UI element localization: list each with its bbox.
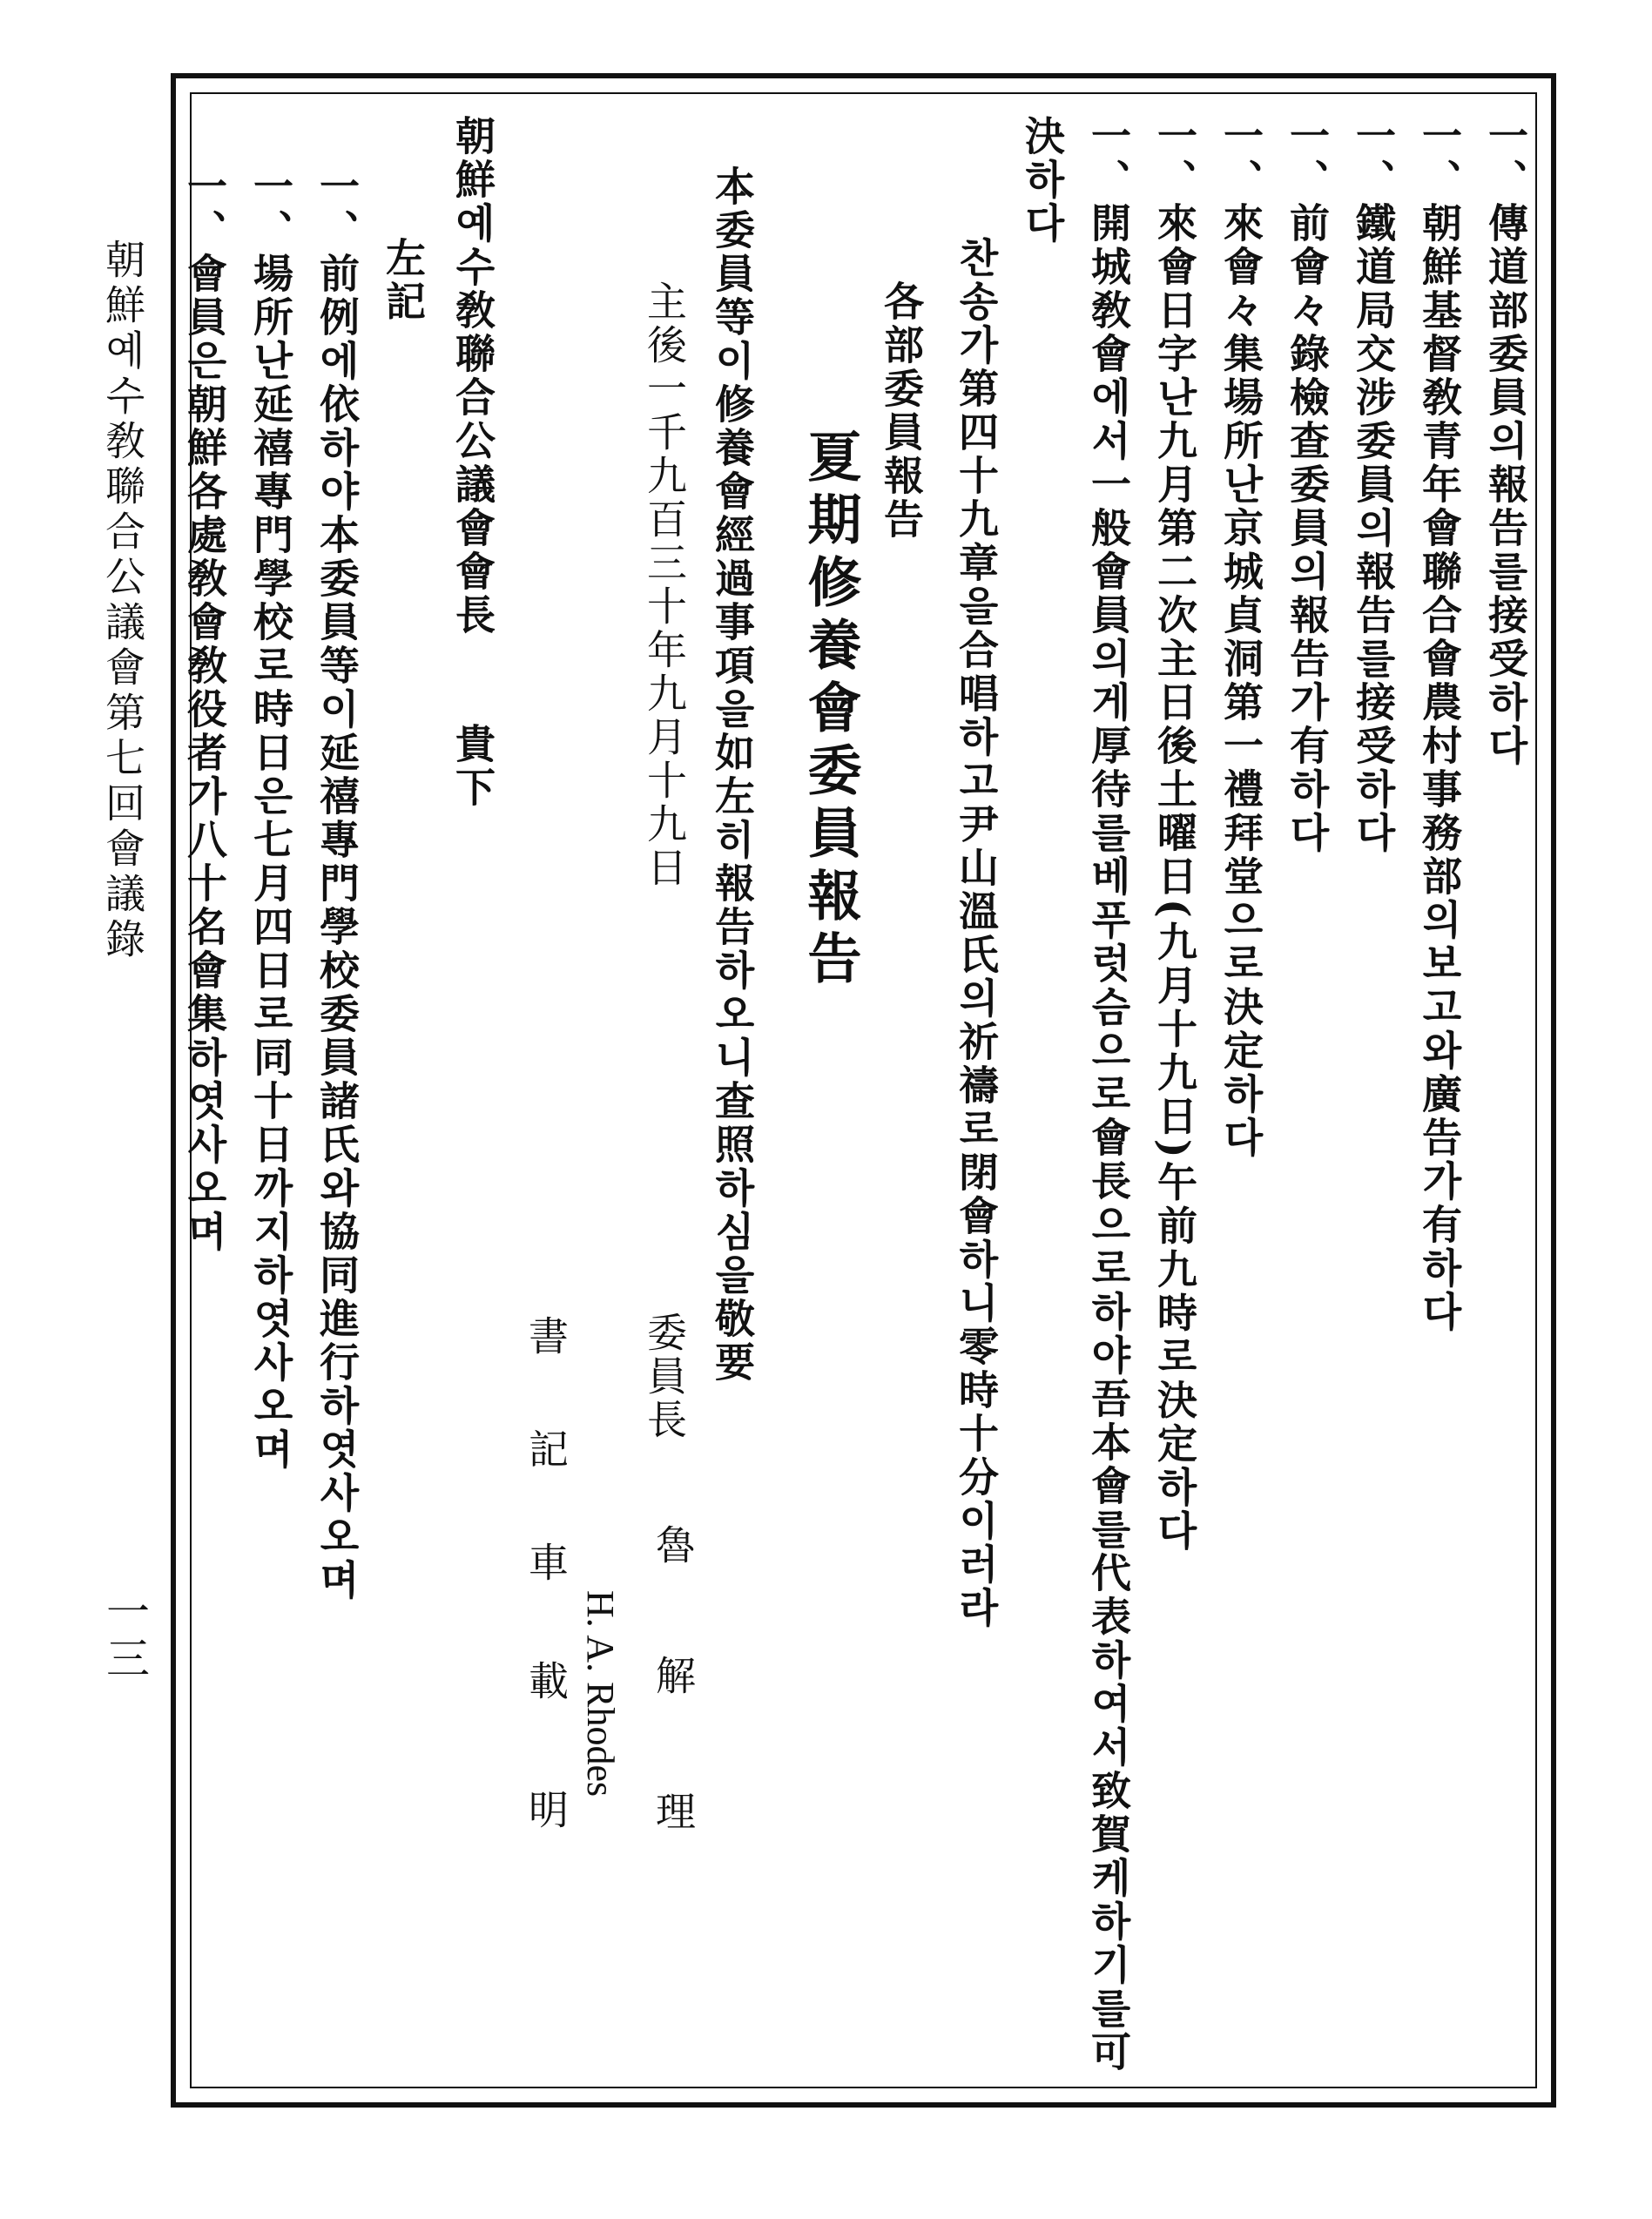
secretary-name-char-3: 載 (523, 1660, 570, 1700)
chair-name-char-2: 解 (650, 1655, 697, 1695)
minutes-line-6: 一、來會日字난九月第二次主日後土曜日(九月十九日)午前九時로決定하다 (1151, 115, 1198, 1554)
report-item-3: 一、會員은朝鮮各處敎會敎役者가八十名會集하엿사오며 (181, 165, 228, 1254)
chair-name-char-3: 理 (650, 1791, 697, 1831)
section-title: 夏期修養會委員報告 (799, 428, 862, 993)
minutes-line-9: 찬송가第四十九章을合唱하고尹山溫氏의祈禱로閉會하니零時十分이러라 (953, 237, 1000, 1630)
secretary-name-char-1: 記 (523, 1428, 570, 1468)
left-note-heading: 左記 (380, 237, 427, 324)
report-item-2: 一、場所난延禧專門學校로時日은七月四日로同十日까지하엿사오며 (247, 165, 294, 1472)
minutes-line-3: 一、鐵道局交涉委員의報告를接受하다 (1350, 115, 1397, 855)
page-border-inner (190, 92, 1537, 2088)
minutes-line-5: 一、來會々集場所난京城貞洞第一禮拜堂으로決定하다 (1217, 115, 1264, 1160)
reports-heading: 各部委員報告 (878, 280, 925, 542)
chair-title: 委員長 (641, 1312, 688, 1442)
secretary-name-char-2: 車 (523, 1541, 570, 1582)
chair-name-char-1: 魯 (650, 1524, 697, 1564)
secretary-name-char-4: 明 (523, 1789, 570, 1829)
secretary-title: 書 (523, 1315, 570, 1355)
report-body: 本委員等이修養會經過事項을如左히報告하오니查照하심을敬要 (709, 165, 756, 1385)
report-item-1: 一、前例에依하야本委員等이延禧專門學校委員諸氏와協同進行하엿사오며 (314, 165, 361, 1602)
minutes-line-2: 一、朝鮮基督敎青年會聯合會農村事務部의보고와廣告가有하다 (1416, 115, 1463, 1334)
running-title: 朝鮮예수敎聯合公議會第七回會議錄 (99, 239, 146, 963)
chair-name-latin: H. A. Rhodes (579, 1590, 622, 1797)
minutes-line-8: 決하다 (1019, 115, 1066, 246)
minutes-line-1: 一、傳道部委員의報告를接受하다 (1482, 115, 1529, 768)
report-date: 主後一千九百三十年九月十九日 (641, 280, 688, 890)
minutes-line-7: 一、開城敎會에서一般會員의게厚待를베푸럿슴으로會長으로하야吾本會를代表하여서致賀케하기를可 (1085, 115, 1132, 2074)
addressee: 朝鮮예수敎聯合公議會會長 (449, 115, 496, 637)
addressee-honorific: 貴下 (449, 723, 496, 810)
minutes-line-4: 一、前會々錄檢查委員의報告가有하다 (1284, 115, 1331, 855)
page-number: 一三 (99, 1588, 150, 1683)
